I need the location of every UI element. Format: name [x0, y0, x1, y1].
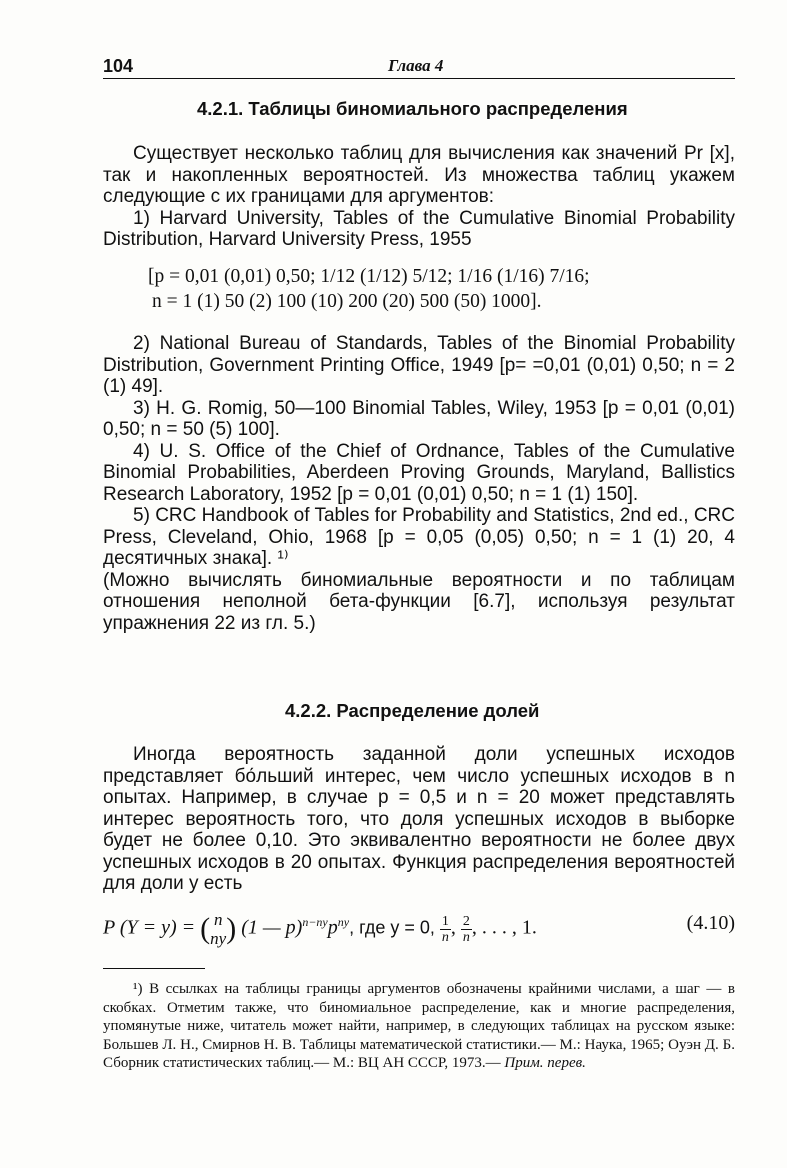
equation-body: P (Y = y) = ( n ny ) (1 — $p)^{n-ny}p^{ny}$, где y = 0, $\frac{1}{n}$ , $\frac{2}{n}$ , . . . , 1. [103, 910, 537, 948]
frac-2-num: 2 [462, 913, 470, 929]
binom-right-paren: ) [226, 912, 237, 945]
exponent-2: ny [337, 914, 350, 929]
binom-bottom: ny [210, 929, 227, 948]
footnote [103, 980, 735, 1073]
frac-1-den: n [441, 929, 449, 945]
footnote-attribution: Прим. перев. [504, 1055, 586, 1071]
frac-2-den: n [462, 929, 470, 945]
section-heading-4-2-2: 4.2.2. Распределение долей [285, 700, 540, 721]
section-4-2-1-body [103, 143, 735, 251]
table-ref-2: 2) National Bureau of Standards, Tables of the Binomial Probability Distribution, Government Printing Office, 1949 [p= =0,01 (0,01) 0,50; n = 2 (1) 49]. [103, 333, 735, 397]
table-ref-4: 4) U. S. Office of the Chief of Ordnance, Tables of the Cumulative Binomial Probabilities, Aberdeen Proving Grounds, Maryland, Ballistics Research Laboratory, 1952 [p = 0,01 (0,01) 0,50; n = 1 (1) 150]. [103, 440, 735, 505]
section-heading-4-2-1: 4.2.1. Таблицы биномиального распределения [197, 98, 628, 119]
binomial-coefficient [210, 910, 226, 948]
binom-top: n [213, 910, 223, 929]
section-4-2-2-body [103, 744, 735, 895]
equation-4-10 [103, 898, 735, 948]
table-ref-3: 3) H. G. Romig, 50—100 Binomial Tables, Wiley, 1953 [p = 0,01 (0,01) 0,50; n = 50 (5) 100]. [103, 397, 735, 440]
table-ref-5: 5) CRC Handbook of Tables for Probability and Statistics, 2nd ed., CRC Press, Cleveland, Ohio, 1968 [p = 0,05 (0,05) 0,50; n = 1 (1) 20, 4 десятичных знака]. ¹⁾ [103, 505, 735, 569]
equation-lhs: P (Y = y) = [103, 916, 196, 939]
exponent-1: n−ny [302, 914, 328, 929]
frac-1-num: 1 [441, 913, 449, 929]
binom-left-paren: ( [200, 912, 211, 945]
beta-function-note: (Можно вычислять биномиальные вероятности и по таблицам отношения неполной бета-функции [6.7], используя результат упражнения 22 из гл. 5.) [103, 569, 735, 634]
page-header [103, 54, 735, 79]
fraction-1-over-n [440, 914, 451, 945]
proportion-paragraph: Иногда вероятность заданной доли успешных исходов представляет бо́льший интерес, чем число успешных исходов в n опытах. Например, в случае p = 0,5 и n = 20 может представлять интерес вероятность того, что доля успешных исходов в выборке будет не более 0,10. Это эквивалентно вероятности не более двух успешных исходов в 20 опытах. Функция распределения вероятностей для доли y есть [103, 744, 735, 894]
fraction-2-over-n [461, 914, 472, 945]
intro-paragraph: Существует несколько таблиц для вычисления как значений Pr [x], так и накопленных вероятностей. Из множества таблиц укажем следующие с их границами для аргументов: [103, 143, 735, 207]
equation-rhs: (1 — p) [241, 916, 303, 939]
where-text: , где y = 0, [349, 917, 435, 938]
page-number: 104 [103, 56, 134, 76]
formula-line-1: [p = 0,01 (0,01) 0,50; 1/12 (1/12) 5/12; 1/16 (1/16) 7/16; [148, 266, 590, 287]
chapter-title: Глава 4 [388, 56, 444, 75]
equation-tail: , . . . , 1. [471, 916, 537, 939]
equation-number: (4.10) [686, 912, 735, 934]
p-letter: p [327, 916, 338, 939]
table-references [103, 333, 735, 634]
footnote-text: ¹) В ссылках на таблицы границы аргументов обозначены крайними числами, а шаг — в скобках. Отметим также, что биномиальное распределение, как и многие распределения, упомянутые ниже, читатель может найти, например, в следующих таблицах на русском языке: Большев Л. Н., Смирнов Н. В. Таблицы математической статистики.— М.: Наука, 1965; Оуэн Д. Б. Сборник статистических таблиц.— М.: ВЦ АН СССР, 1973.— [103, 981, 735, 1071]
table-ref-1: 1) Harvard University, Tables of the Cumulative Binomial Probability Distribution, Harvard University Press, 1955 [103, 207, 735, 250]
formula-line-2: n = 1 (1) 50 (2) 100 (10) 200 (20) 500 (50) 1000]. [152, 291, 542, 312]
footnote-divider [103, 968, 205, 969]
